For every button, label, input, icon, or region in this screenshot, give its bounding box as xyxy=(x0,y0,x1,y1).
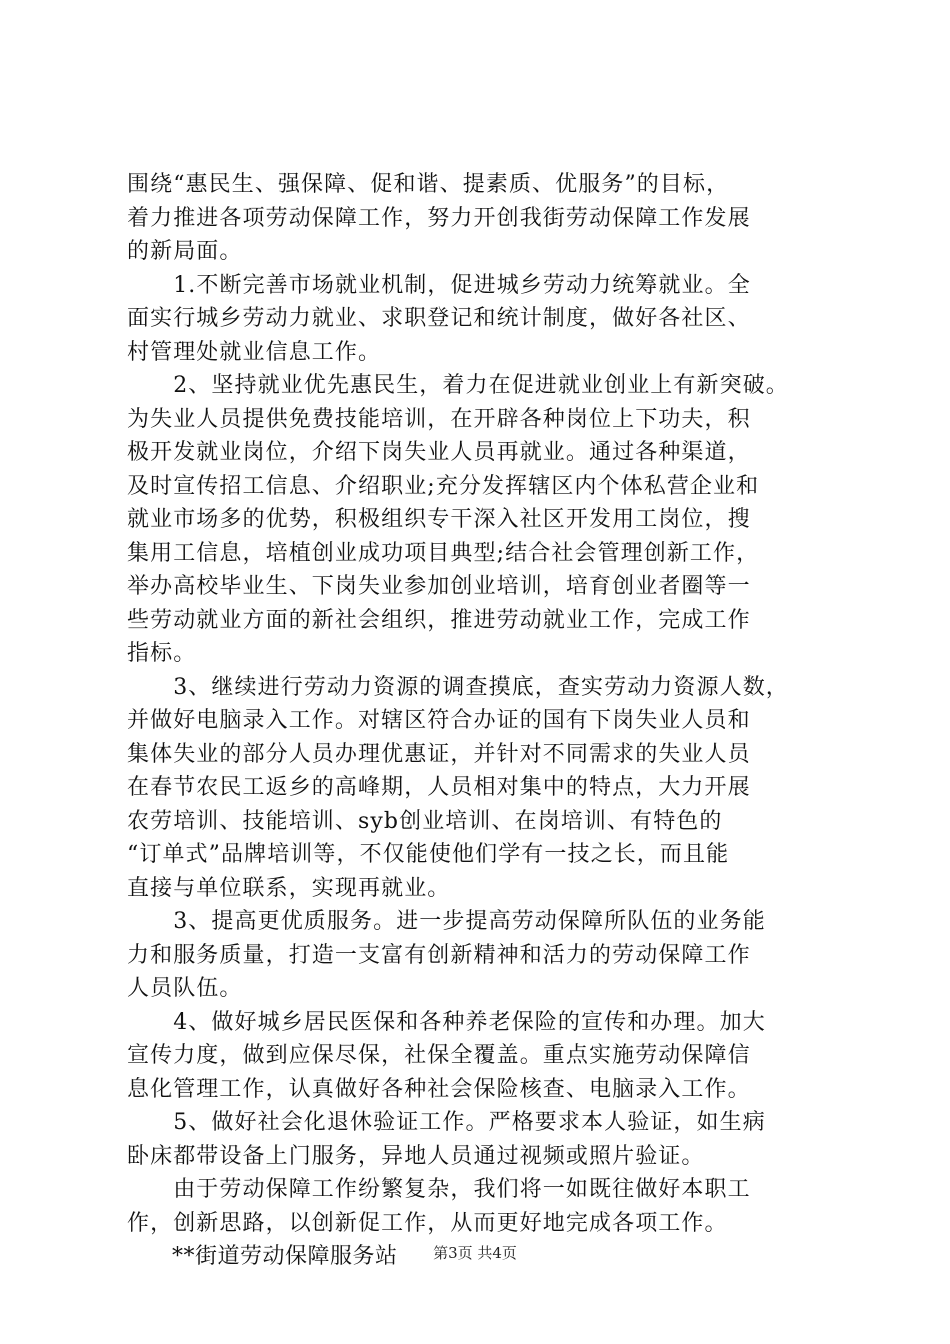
text-line: 4、做好城乡居民医保和各种养老保险的宣传和办理。加大 xyxy=(127,1009,766,1035)
text-line: 3、提高更优质服务。进一步提高劳动保障所队伍的业务能 xyxy=(127,909,766,934)
text-line: 并做好电脑录入工作。对辖区符合办证的国有下岗失业人员和 xyxy=(127,708,751,733)
text-line: 人员队伍。 xyxy=(127,976,243,1001)
document-body xyxy=(127,168,837,1274)
text-line: 的新局面。 xyxy=(127,239,243,264)
text-line: 围绕“惠民生、强保障、促和谐、提素质、优服务”的目标， xyxy=(127,172,730,197)
text-line: 村管理处就业信息工作。 xyxy=(127,339,382,365)
text-line: 息化管理工作，认真做好各种社会保险核查、电脑录入工作。 xyxy=(127,1076,751,1102)
text-line: 由于劳动保障工作纷繁复杂，我们将一如既往做好本职工 xyxy=(127,1177,751,1202)
text-line: 就业市场多的优势，积极组织专干深入社区开发用工岗位，搜 xyxy=(127,507,751,532)
text-line: 1.不断完善市场就业机制，促进城乡劳动力统筹就业。全 xyxy=(127,272,751,298)
text-line: 集体失业的部分人员办理优惠证，并针对不同需求的失业人员 xyxy=(127,741,751,767)
text-line: 举办高校毕业生、下岗失业参加创业培训，培育创业者圈等一 xyxy=(127,574,751,599)
text-line: 在春节农民工返乡的高峰期，人员相对集中的特点，大力开展 xyxy=(127,775,751,800)
text-line: 宣传力度，做到应保尽保，社保全覆盖。重点实施劳动保障信 xyxy=(127,1043,751,1068)
text-line: 作，创新思路，以创新促工作，从而更好地完成各项工作。 xyxy=(127,1210,728,1236)
page-indicator: 第3页 共4页 xyxy=(433,1244,517,1262)
text-line: 极开发就业岗位，介绍下岗失业人员再就业。通过各种渠道， xyxy=(127,440,751,465)
text-line: 指标。 xyxy=(127,641,197,666)
text-line: 为失业人员提供免费技能培训，在开辟各种岗位上下功夫，积 xyxy=(127,406,751,432)
text-line: 及时宣传招工信息、介绍职业;充分发挥辖区内个体私营企业和 xyxy=(127,473,760,499)
text-line: “订单式”品牌培训等，不仅能使他们学有一技之长，而且能 xyxy=(127,842,730,867)
text-line: 直接与单位联系，实现再就业。 xyxy=(127,875,451,901)
text-line: 面实行城乡劳动力就业、求职登记和统计制度，做好各社区、 xyxy=(127,306,751,331)
text-line: 农劳培训、技能培训、syb创业培训、在岗培训、有特色的 xyxy=(127,808,723,834)
text-line: 3、继续进行劳动力资源的调查摸底，查实劳动力资源人数， xyxy=(127,674,789,700)
text-line: 2、坚持就业优先惠民生，着力在促进就业创业上有新突破。 xyxy=(127,373,789,398)
text-line: 力和服务质量，打造一支富有创新精神和活力的劳动保障工作 xyxy=(127,942,751,968)
text-line: 着力推进各项劳动保障工作，努力开创我街劳动保障工作发展 xyxy=(127,205,751,231)
text-line: 5、做好社会化退休验证工作。严格要求本人验证，如生病 xyxy=(127,1110,766,1135)
text-line: 集用工信息，培植创业成功项目典型;结合社会管理创新工作， xyxy=(127,540,760,566)
signature-line: **街道劳动保障服务站 xyxy=(127,1244,398,1269)
text-line: 卧床都带设备上门服务，异地人员通过视频或照片验证。 xyxy=(127,1143,705,1169)
text-line: 些劳动就业方面的新社会组织，推进劳动就业工作，完成工作 xyxy=(127,607,751,633)
